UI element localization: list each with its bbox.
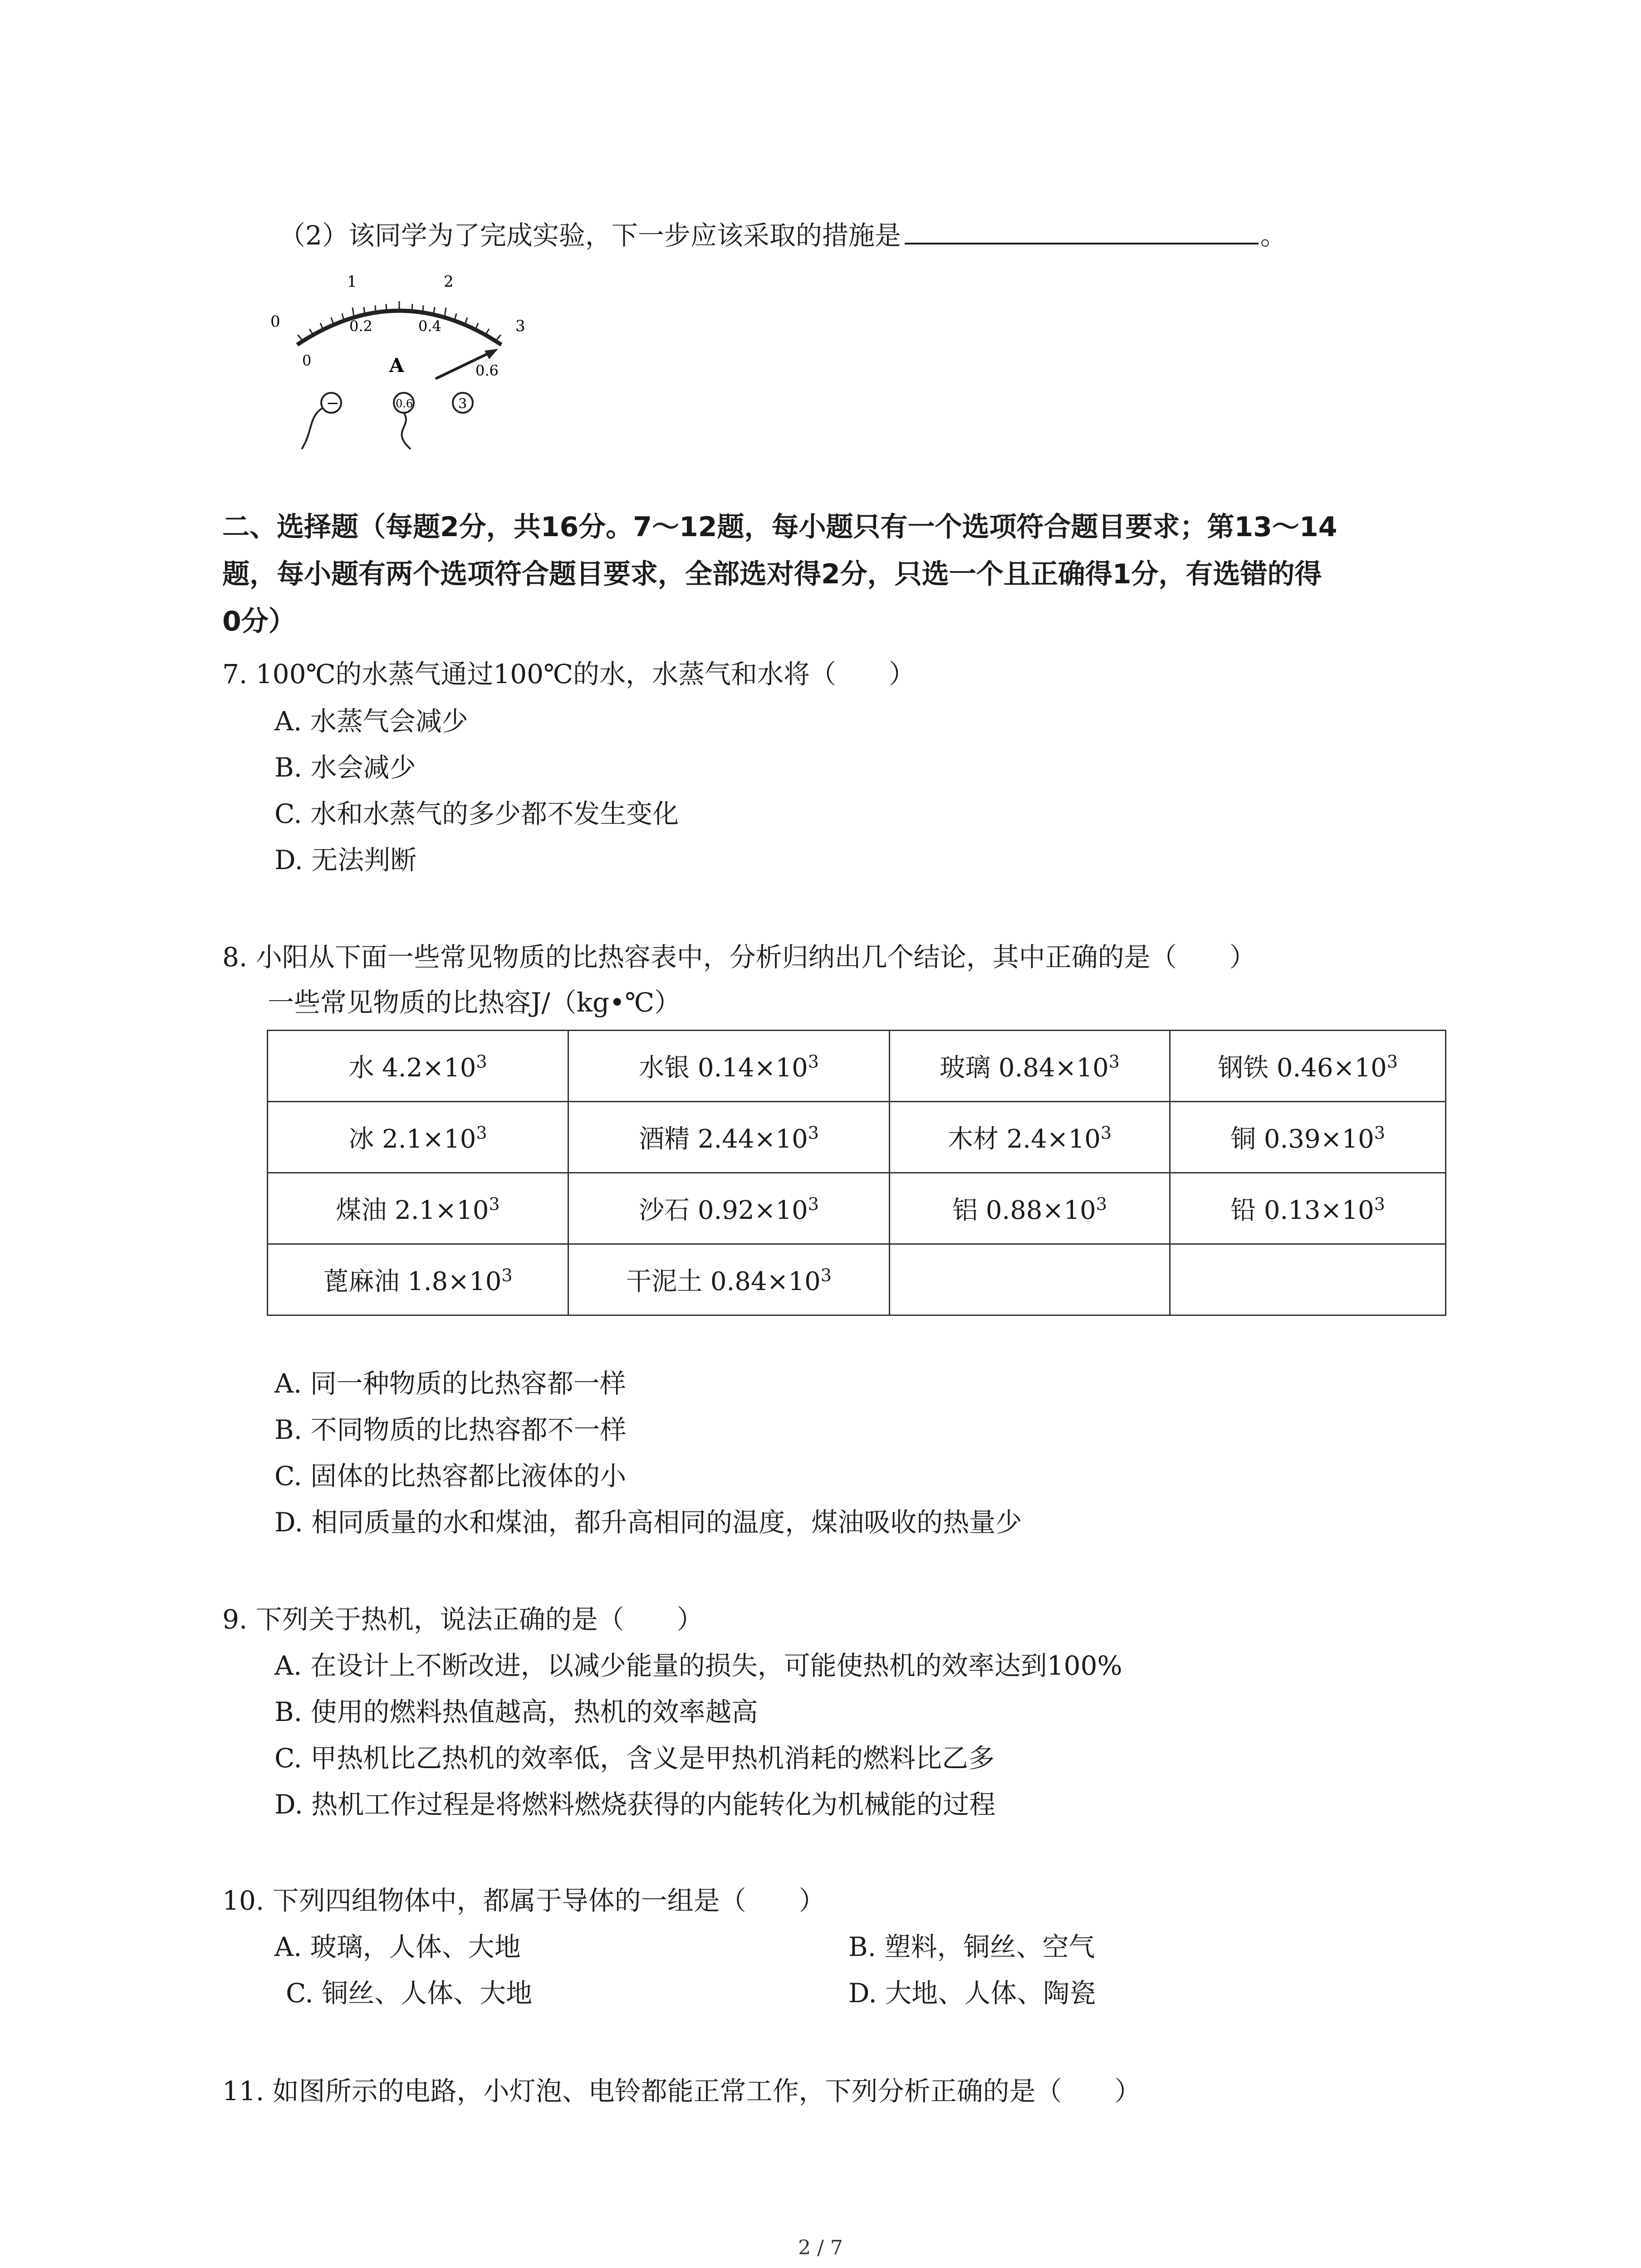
section2-line2: 题，每小题有两个选项符合题目要求，全部选对得2分，只选一个且正确得1分，有选错的得 [222, 558, 1322, 590]
table-cell: 玻璃 $0.84\times 10^3$ [890, 1031, 1170, 1102]
q8-option-c: C. 固体的比热容都比液体的小 [274, 1461, 627, 1491]
terminal-negative: − [326, 394, 339, 412]
q6-part2-line [279, 216, 1287, 254]
top-scale-0: 0 [270, 313, 280, 331]
section2-line3: 0分） [222, 606, 296, 637]
q9-option-a: A. 在设计上不断改进，以减少能量的损失，可能使热机的效率达到100% [274, 1650, 1122, 1681]
table-cell: 铅 $0.13\times 10^3$ [1170, 1173, 1446, 1244]
table-cell: 沙石 $0.92\times 10^3$ [568, 1173, 890, 1244]
q7-option-b: B. 水会减少 [274, 752, 416, 783]
table-row [268, 1031, 1446, 1102]
section2-line1: 二、选择题（每题2分，共16分。7～12题，每小题只有一个选项符合题目要求；第13～14 [222, 511, 1337, 543]
table-cell: 酒精 $2.44\times 10^3$ [568, 1102, 890, 1173]
q8-stem: 8. 小阳从下面一些常见物质的比热容表中，分析归纳出几个结论，其中正确的是（ ） [222, 942, 1256, 973]
q7-option-a: A. 水蒸气会减少 [274, 706, 468, 737]
terminal-3: 3 [458, 396, 467, 412]
q8-option-b: B. 不同物质的比热容都不一样 [274, 1414, 627, 1445]
q9-option-d: D. 热机工作过程是将燃料燃烧获得的内能转化为机械能的过程 [274, 1789, 996, 1820]
q8-table-caption: 一些常见物质的比热容J/（kg•℃） [268, 987, 681, 1018]
page-number: 2 / 7 [798, 2236, 843, 2259]
bottom-scale-0-2: 0.2 [349, 318, 372, 335]
table-cell [890, 1244, 1170, 1315]
q10-option-b: B. 塑料，铜丝、空气 [848, 1931, 1095, 1962]
table-cell: 钢铁 $0.46\times 10^3$ [1170, 1031, 1446, 1102]
bottom-scale-0-6: 0.6 [475, 362, 499, 379]
bottom-scale-0-4: 0.4 [418, 318, 441, 335]
q10-option-d: D. 大地、人体、陶瓷 [848, 1978, 1096, 2009]
q10-option-a: A. 玻璃，人体、大地 [274, 1931, 521, 1962]
table-cell [1170, 1244, 1446, 1315]
q7-stem: 7. 100℃的水蒸气通过100℃的水，水蒸气和水将（ ） [222, 659, 915, 689]
meter-unit-label: A [389, 354, 404, 376]
terminal-0-6: 0.6 [396, 397, 413, 410]
table-cell: 铜 $0.39\times 10^3$ [1170, 1102, 1446, 1173]
q10-option-c: C. 铜丝、人体、大地 [286, 1978, 533, 2009]
table-cell: 煤油 $2.1\times 10^3$ [268, 1173, 568, 1244]
q6-part2-prefix: （2）该同学为了完成实验，下一步应该采取的措施是 [279, 220, 901, 251]
table-cell: 干泥土 $0.84\times 10^3$ [568, 1244, 890, 1315]
q10-stem: 10. 下列四组物体中，都属于导体的一组是（ ） [222, 1885, 825, 1916]
table-cell: 水银 $0.14\times 10^3$ [568, 1031, 890, 1102]
table-cell: 铝 $0.88\times 10^3$ [890, 1173, 1170, 1244]
q8-option-d: D. 相同质量的水和煤油，都升高相同的温度，煤油吸收的热量少 [274, 1507, 1022, 1538]
answer-blank [905, 216, 1259, 244]
table-cell: 水 $4.2\times 10^3$ [268, 1031, 568, 1102]
q11-stem: 11. 如图所示的电路，小灯泡、电铃都能正常工作，下列分析正确的是（ ） [222, 2076, 1141, 2107]
top-scale-3: 3 [515, 317, 525, 335]
ammeter-dial [254, 259, 544, 458]
q9-stem: 9. 下列关于热机，说法正确的是（ ） [222, 1604, 703, 1635]
q9-option-c: C. 甲热机比乙热机的效率低，含义是甲热机消耗的燃料比乙多 [274, 1743, 995, 1774]
q6-part2-suffix: 。 [1260, 220, 1287, 251]
q8-option-a: A. 同一种物质的比热容都一样 [274, 1368, 626, 1399]
top-scale-2: 2 [444, 273, 454, 291]
table-row [268, 1244, 1446, 1315]
table-row [268, 1173, 1446, 1244]
specific-heat-table [267, 1030, 1446, 1316]
bottom-scale-0: 0 [302, 352, 312, 369]
table-cell: 冰 $2.1\times 10^3$ [268, 1102, 568, 1173]
table-cell: 蓖麻油 $1.8\times 10^3$ [268, 1244, 568, 1315]
top-scale-1: 1 [347, 273, 357, 291]
q7-option-c: C. 水和水蒸气的多少都不发生变化 [274, 798, 679, 829]
q7-option-d: D. 无法判断 [274, 845, 417, 875]
q9-option-b: B. 使用的燃料热值越高，热机的效率越高 [274, 1696, 758, 1727]
table-row [268, 1102, 1446, 1173]
table-cell: 木材 $2.4\times 10^3$ [890, 1102, 1170, 1173]
